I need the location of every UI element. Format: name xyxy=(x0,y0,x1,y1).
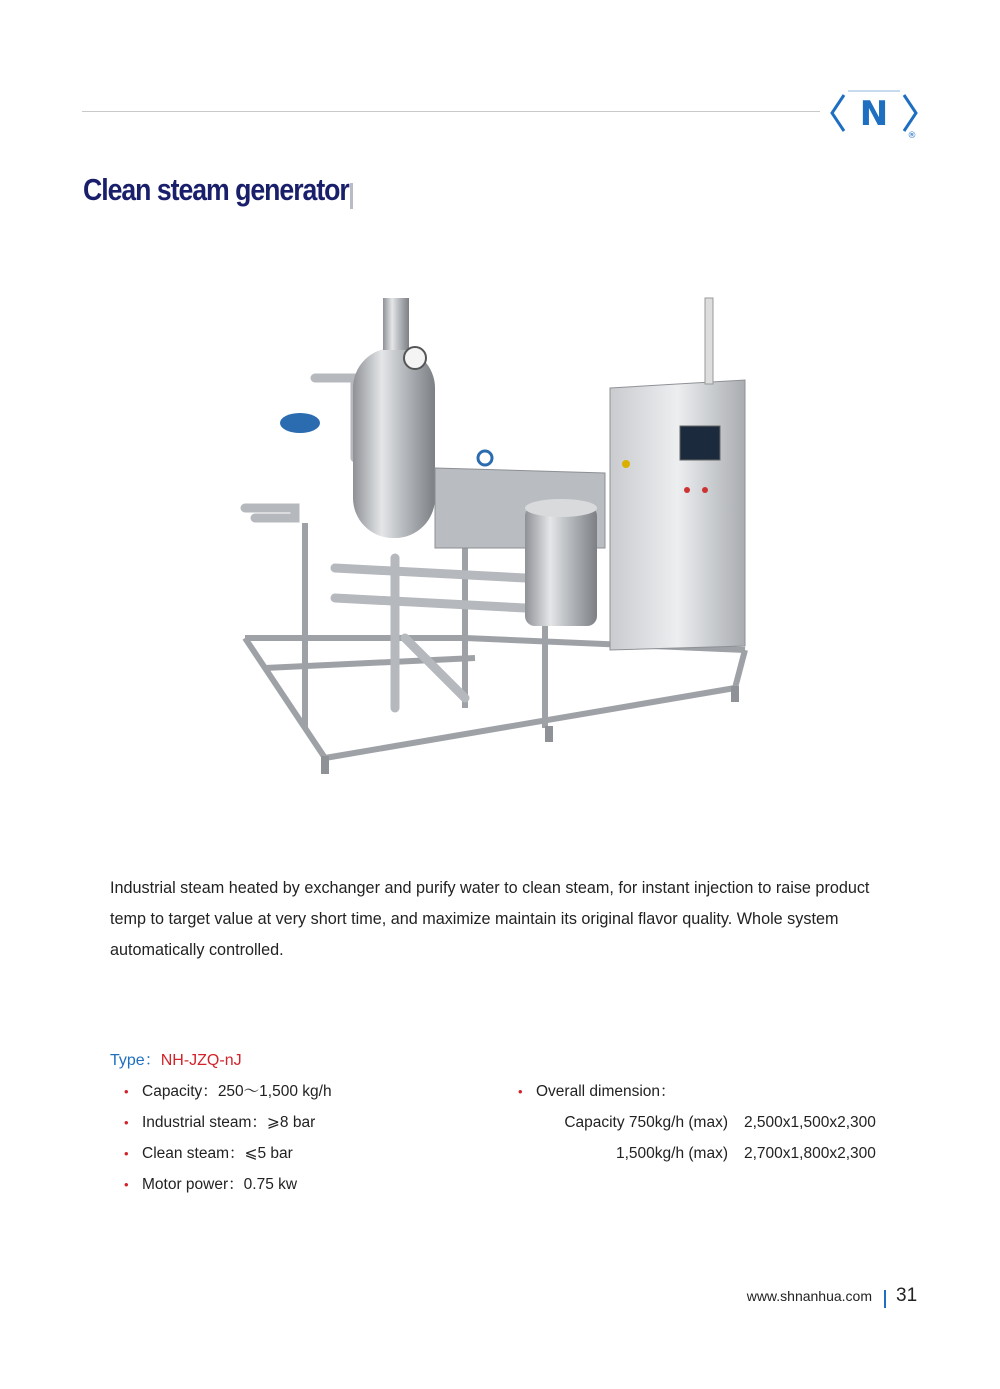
dimension-label: Overall dimension： xyxy=(536,1083,676,1100)
dimension-capacity: Capacity 750kg/h (max) xyxy=(564,1114,728,1131)
spec-capacity xyxy=(124,1080,332,1111)
spec-list xyxy=(124,1080,332,1204)
footer-divider xyxy=(884,1290,886,1308)
type-value: NH-JZQ-nJ xyxy=(160,1052,242,1069)
type-label: Type： xyxy=(110,1052,161,1069)
clean-steam-generator-photo-icon xyxy=(225,258,765,793)
title-accent-bar xyxy=(350,183,353,209)
page-number: 31 xyxy=(896,1285,918,1306)
bullet-icon: • xyxy=(124,1146,129,1161)
dimension-capacity: 1,500kg/h (max) xyxy=(616,1145,728,1162)
type-line xyxy=(110,1047,242,1070)
product-description: Industrial steam heated by exchanger and purify water to clean steam, for instant injection to raise product temp to target value at very short time, and maximize maintain its original flavor quality. Whole system automatically controlled. xyxy=(110,879,870,959)
bullet-icon: • xyxy=(124,1177,129,1192)
spec-value: 0.75 kw xyxy=(243,1176,298,1193)
spec-industrial-steam xyxy=(124,1111,332,1142)
bullet-icon: • xyxy=(124,1115,129,1130)
nanhua-logo-icon xyxy=(826,85,922,141)
dimension-row xyxy=(518,1111,888,1142)
spec-label: Capacity： xyxy=(142,1083,218,1100)
dimension-size: 2,500x1,500x2,300 xyxy=(744,1114,876,1131)
spec-motor-power xyxy=(124,1173,332,1204)
bullet-icon: • xyxy=(518,1084,523,1099)
bullet-icon: • xyxy=(124,1084,129,1099)
spec-clean-steam xyxy=(124,1142,332,1173)
spec-value: ⩽5 bar xyxy=(244,1145,293,1162)
dimension-row xyxy=(518,1142,888,1173)
spec-label: Motor power： xyxy=(142,1176,244,1193)
dimension-size: 2,700x1,800x2,300 xyxy=(744,1145,876,1162)
page-title: Clean steam generator xyxy=(83,172,349,207)
footer-url: www.shnanhua.com xyxy=(746,1288,872,1304)
registered-mark: ® xyxy=(907,131,917,141)
header-rule xyxy=(82,111,820,112)
spec-value: ⩾8 bar xyxy=(266,1114,316,1131)
overall-dimension xyxy=(518,1080,888,1173)
spec-value: 250～1,500 kg/h xyxy=(217,1083,332,1100)
logo-letter: N xyxy=(859,94,889,134)
spec-label: Clean steam： xyxy=(142,1145,245,1162)
dimension-header xyxy=(518,1080,888,1111)
spec-label: Industrial steam： xyxy=(142,1114,267,1131)
